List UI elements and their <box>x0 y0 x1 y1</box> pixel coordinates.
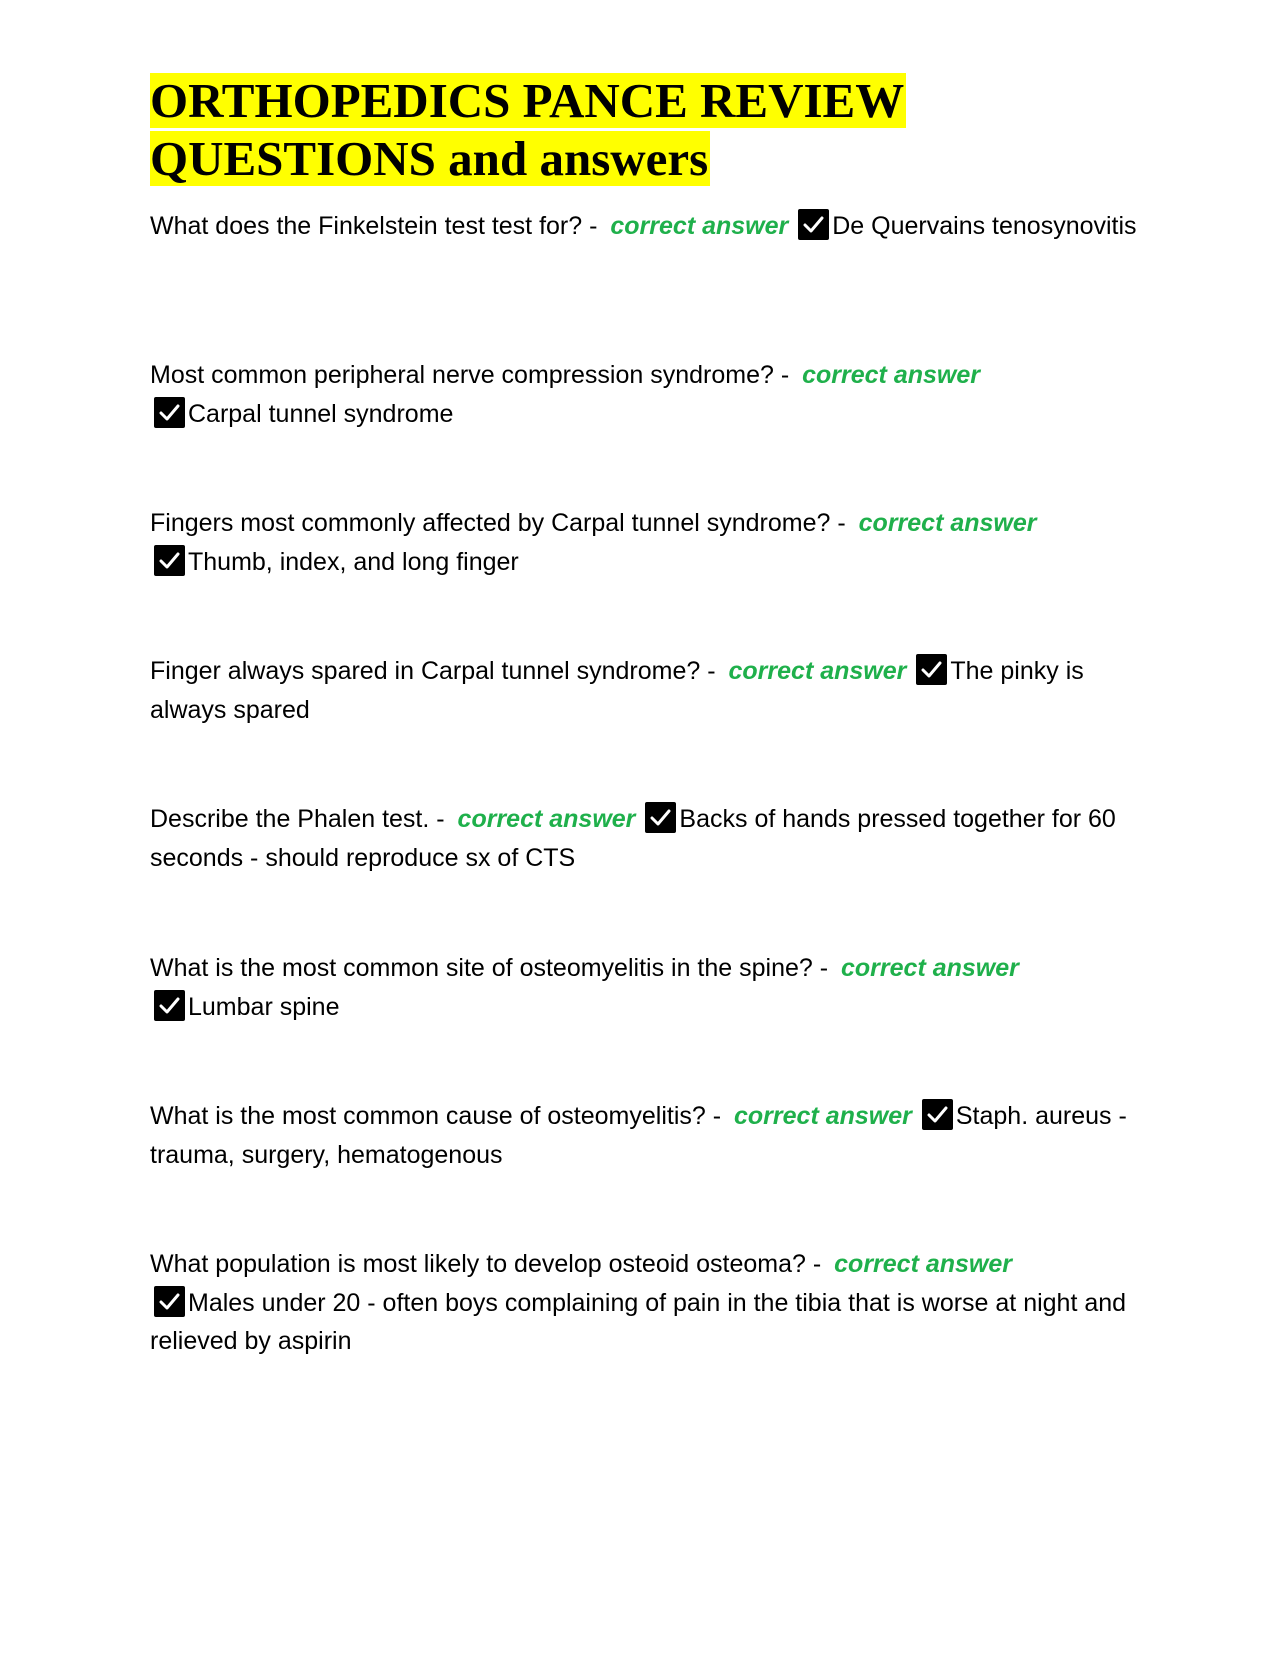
qa-item <box>150 1245 1140 1361</box>
question-text: What is the most common site of osteomyelitis in the spine? <box>150 954 813 982</box>
qa-item <box>150 504 1140 581</box>
correct-answer-label: correct answer <box>728 657 907 685</box>
check-box-icon <box>154 990 185 1021</box>
correct-answer-label: correct answer <box>610 212 789 240</box>
separator: - <box>705 1102 728 1130</box>
answer-text: Carpal tunnel syndrome <box>188 399 454 428</box>
title-line-2: QUESTIONS and answers <box>150 131 709 186</box>
answer-text: Staph. aureus - trauma, surgery, hematogenous <box>150 1102 1127 1169</box>
question-text: Most common peripheral nerve compression syndrome? <box>150 361 774 389</box>
check-box-icon <box>916 654 947 685</box>
question-text: What population is most likely to develop osteoid osteoma? <box>150 1250 806 1278</box>
correct-answer-label: correct answer <box>734 1102 912 1130</box>
answer-text: Backs of hands pressed together for 60 seconds - should reproduce sx of CTS <box>150 805 1116 872</box>
check-box-icon <box>922 1099 953 1130</box>
answer-text: De Quervains tenosynovitis <box>832 212 1137 240</box>
qa-item <box>150 949 1140 1026</box>
correct-answer-label: correct answer <box>834 1250 1013 1278</box>
separator: - <box>700 657 723 685</box>
qa-item <box>150 356 1140 433</box>
title-line-1: ORTHOPEDICS PANCE REVIEW <box>150 73 905 128</box>
separator: - <box>429 805 452 833</box>
qa-item <box>150 207 1140 246</box>
check-box-icon <box>798 209 829 240</box>
check-box-icon <box>154 1286 185 1317</box>
correct-answer-label: correct answer <box>841 954 1019 982</box>
correct-answer-label: correct answer <box>858 509 1037 537</box>
document-title <box>150 72 906 188</box>
separator: - <box>830 509 853 537</box>
separator: - <box>582 212 605 240</box>
answer-text: Males under 20 - often boys complaining of pain in the tibia that is worse at night and relieved by aspirin <box>150 1288 1127 1355</box>
answer-text: Thumb, index, and long finger <box>188 547 519 576</box>
correct-answer-label: correct answer <box>802 361 980 389</box>
question-text: Finger always spared in Carpal tunnel syndrome? <box>150 657 701 685</box>
separator: - <box>805 1250 829 1278</box>
separator: - <box>773 361 797 389</box>
qa-item <box>150 1097 1140 1174</box>
check-box-icon <box>154 397 185 428</box>
question-text: Describe the Phalen test. <box>150 805 430 833</box>
check-box-icon <box>154 545 185 576</box>
question-text: Fingers most commonly affected by Carpal tunnel syndrome? <box>150 509 831 537</box>
answer-text: Lumbar spine <box>188 992 340 1021</box>
question-text: What is the most common cause of osteomyelitis? <box>150 1102 706 1130</box>
question-text: What does the Finkelstein test test for? <box>150 212 583 240</box>
qa-item <box>150 652 1140 729</box>
check-box-icon <box>645 802 676 833</box>
separator: - <box>812 954 835 982</box>
answer-text: The pinky is always spared <box>150 657 1084 724</box>
qa-item <box>150 800 1140 877</box>
correct-answer-label: correct answer <box>457 805 636 833</box>
